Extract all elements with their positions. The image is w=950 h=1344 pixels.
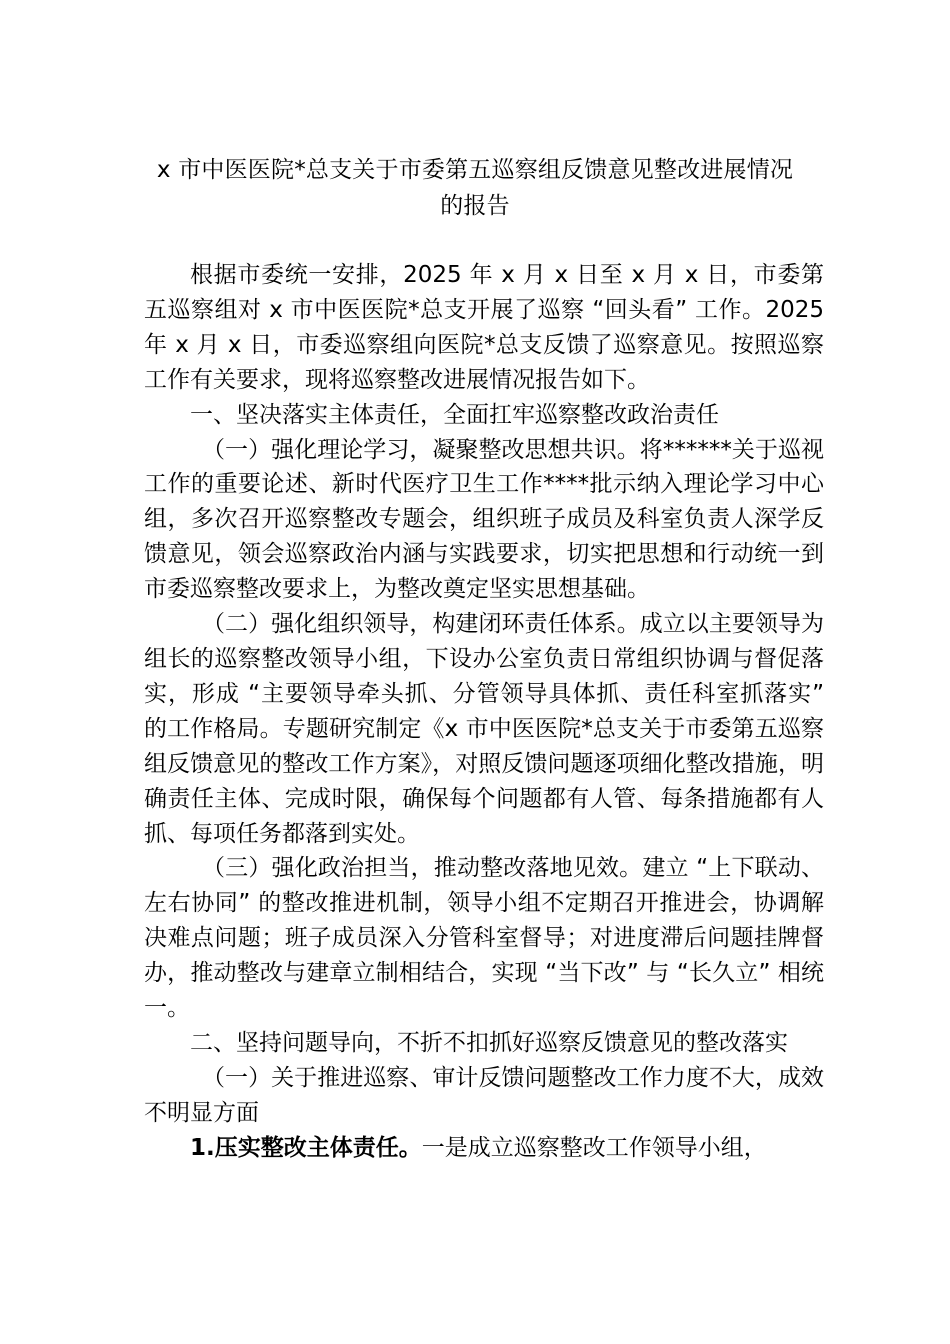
section-1-paragraph-1: （一）强化理论学习，凝聚整改思想共识。将******关于巡视工作的重要论述、新时代医疗卫生工作****批示纳入理论学习中心组，多次召开巡察整改专题会，组织班子成员及科室负责人深学反馈意见，领会巡察政治内涵与实践要求，切实把思想和行动统一到市委巡察整改要求上，为整改奠定坚实思想基础。 <box>144 436 824 603</box>
document-title <box>120 152 830 224</box>
title-line-2: 的报告 <box>440 193 510 219</box>
item-1-text: 一是成立巡察整改工作领导小组， <box>421 1134 767 1161</box>
section-1-paragraph-3: （三）强化政治担当，推动整改落地见效。建立 “上下联动、左右协同” 的整改推进机制，领导小组不定期召开推进会，协调解决难点问题；班子成员深入分管科室督导；对进度滞后问题挂牌督办，推动整改与建章立制相结合，实现 “当下改” 与 “长久立” 相统一。 <box>144 855 824 1022</box>
section-2-heading: 二、坚持问题导向，不折不扣抓好巡察反馈意见的整改落实 <box>190 1029 788 1056</box>
title-line-1: x 市中医医院*总支关于市委第五巡察组反馈意见整改进展情况 <box>156 157 794 183</box>
section-2-subheading-1: （一）关于推进巡察、审计反馈问题整改工作力度不大，成效不明显方面 <box>144 1064 824 1126</box>
intro-paragraph: 根据市委统一安排，2025 年 x 月 x 日至 x 月 x 日，市委第五巡察组对 x 市中医医院*总支开展了巡察 “回头看” 工作。2025 年 x 月 x 日，市委巡察组向医院*总支反馈了巡察意见。按照巡察工作有关要求，现将巡察整改进展情况报告如下。 <box>144 262 824 393</box>
document-body <box>144 258 824 1166</box>
item-1-heading: 1.压实整改主体责任。 <box>190 1134 422 1161</box>
section-1-heading: 一、坚决落实主体责任，全面扛牢巡察整改政治责任 <box>190 401 719 428</box>
section-1-paragraph-2: （二）强化组织领导，构建闭环责任体系。成立以主要领导为组长的巡察整改领导小组，下设办公室负责日常组织协调与督促落实，形成 “主要领导牵头抓、分管领导具体抓、责任科室抓落实” 的工作格局。专题研究制定《x 市中医医院*总支关于市委第五巡察组反馈意见的整改工作方案》，对照反馈问题逐项细化整改措施，明确责任主体、完成时限，确保每个问题都有人管、每条措施都有人抓、每项任务都落到实处。 <box>144 611 824 847</box>
item-1-paragraph <box>144 1131 824 1166</box>
